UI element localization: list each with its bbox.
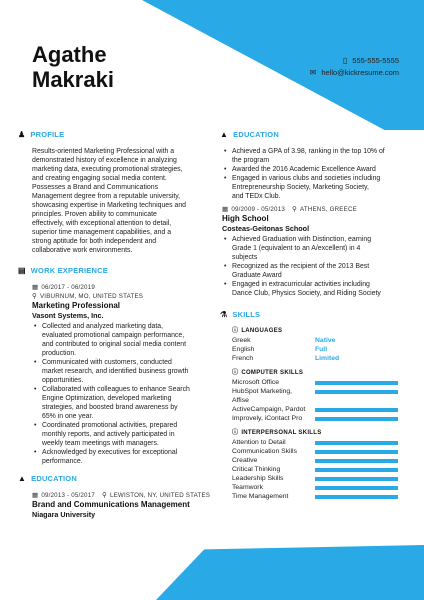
- bullet-line: opportunities.: [42, 377, 84, 384]
- edu-dates: 09/2013 - 05/2017: [41, 492, 95, 499]
- languages-icon: ⓘ: [232, 328, 239, 334]
- languages-title: LANGUAGES: [241, 328, 283, 334]
- envelope-icon: ✉: [309, 68, 317, 77]
- skill-level-bar: [315, 477, 398, 481]
- last-name: Makraki: [32, 67, 114, 92]
- work-dates: 06/2017 - 06/2019: [41, 284, 95, 291]
- language-row: [232, 354, 417, 363]
- graduation-cap-icon: ▲: [18, 474, 27, 483]
- language-level: Limited: [315, 355, 340, 362]
- profile-line: principles. Proven ability to communicate: [32, 211, 157, 218]
- hs-dates: 09/2009 - 05/2013: [231, 206, 285, 213]
- hs-degree: High School: [222, 214, 269, 223]
- profile-text: [32, 147, 217, 255]
- email-text[interactable]: hello@kickresume.com: [321, 68, 399, 77]
- language-row: [232, 336, 417, 345]
- list-item: [222, 262, 412, 280]
- bullet-line: performance.: [42, 458, 83, 465]
- language-level: Native: [315, 337, 336, 344]
- edu-school: Niagara University: [32, 510, 96, 519]
- bullet-line: market research, and identified business growth: [42, 368, 189, 375]
- hs-school: Costeas-Geitonas School: [222, 224, 310, 233]
- hs-bullets: [222, 235, 412, 298]
- skill-row: [232, 483, 417, 492]
- skill-name: Critical Thinking: [232, 466, 281, 473]
- list-item: [222, 165, 412, 174]
- person-icon: ♟: [18, 130, 26, 139]
- languages-block: [232, 327, 417, 363]
- work-bullets: [32, 322, 222, 466]
- list-item: [32, 448, 222, 466]
- bullet-line: Engine Optimization, developed marketing: [42, 395, 172, 402]
- list-item: [32, 385, 222, 421]
- edu-dates-row: [32, 491, 232, 500]
- bullet-line: and TEDx Club.: [232, 193, 281, 200]
- location-pin-icon: ⚲: [101, 492, 107, 499]
- languages-heading: [232, 327, 417, 336]
- bullet-line: Entrepreneurship Society, Marketing Society,: [232, 184, 369, 191]
- briefcase-icon: ▤: [18, 266, 26, 275]
- list-item: [32, 358, 222, 385]
- computer-icon: ⓘ: [232, 370, 239, 376]
- profile-line: Management degree from a reputable university,: [32, 193, 181, 200]
- education-entry-right: [222, 147, 412, 298]
- skill-row: [232, 387, 417, 396]
- skill-row: [232, 438, 417, 447]
- bullet-line: 65% in one year.: [42, 413, 94, 420]
- bullet-line: and contributed to original social media content: [42, 341, 187, 348]
- work-location-row: [32, 292, 222, 301]
- bullet-line: • Coordinated promotional activities, prepared: [42, 422, 178, 429]
- profile-line: and creating engaging social media content.: [32, 175, 167, 182]
- education-entry-left: [32, 491, 232, 519]
- skill-row: [232, 456, 417, 465]
- work-heading: [18, 266, 108, 275]
- first-name: Agathe: [32, 42, 107, 67]
- skill-row: [232, 447, 417, 456]
- skill-name: Attention to Detail: [232, 439, 286, 446]
- skill-name: Microsoft Office: [232, 379, 280, 386]
- skill-level-bar: [315, 486, 398, 490]
- language-level: Full: [315, 346, 328, 353]
- edu-degree: Brand and Communications Management: [32, 500, 190, 509]
- list-item: [222, 174, 412, 201]
- skill-level-bar: [315, 408, 398, 412]
- profile-line: showcasing expertise in Marketing techniques and: [32, 202, 186, 209]
- hs-location: ATHENS, GREECE: [299, 206, 357, 213]
- skills-title: SKILLS: [232, 310, 261, 319]
- interpersonal-skills-heading: [232, 429, 417, 438]
- skill-level-bar: [315, 459, 398, 463]
- language-name: Greek: [232, 337, 251, 344]
- list-item: [32, 421, 222, 448]
- computer-skills-heading: [232, 369, 417, 378]
- skill-row: [232, 396, 417, 405]
- skills-heading: [220, 310, 260, 319]
- bullet-line: the program: [232, 157, 270, 164]
- location-pin-icon: ⚲: [291, 206, 297, 213]
- calendar-icon: ▦: [32, 492, 39, 499]
- profile-line: demonstrated history of excellence in analyzing: [32, 157, 177, 164]
- interpersonal-skills-block: [232, 429, 417, 501]
- bullet-line: subjects: [232, 254, 258, 261]
- list-item: [222, 280, 412, 298]
- work-entry: [32, 283, 222, 466]
- education-title-right: EDUCATION: [233, 130, 279, 139]
- education-title-left: EDUCATION: [31, 474, 77, 483]
- phone-icon: ▯: [342, 56, 348, 65]
- profile-line: effectively, with exceptional attention to detail,: [32, 220, 172, 227]
- work-dates-row: [32, 283, 222, 292]
- skill-name: HubSpot Marketing,: [232, 388, 293, 395]
- skill-name: Affise: [232, 397, 249, 404]
- bullet-line: strategies, and boosted brand awareness by: [42, 404, 178, 411]
- bullet-line: weekly team meetings with managers.: [42, 440, 159, 447]
- bullet-line: production.: [42, 350, 77, 357]
- skill-level-bar: [315, 390, 398, 394]
- work-company: Vasont Systems, Inc.: [32, 311, 104, 320]
- decorative-bottom-shape: [156, 545, 424, 600]
- bullet-line: • Collaborated with colleagues to enhance Search: [42, 386, 190, 393]
- skill-level-bar: [315, 381, 398, 385]
- email-row: [310, 67, 399, 79]
- bullet-line: • Engaged in various clubs and societies including: [232, 175, 381, 182]
- profile-heading: [18, 130, 64, 139]
- skill-row: [232, 492, 417, 501]
- work-location: VIBURNUM, MO, UNITED STATES: [39, 293, 144, 300]
- calendar-icon: ▦: [32, 284, 39, 291]
- skill-row: [232, 465, 417, 474]
- computer-skills-block: [232, 369, 417, 423]
- interpersonal-icon: ⓘ: [232, 430, 239, 436]
- profile-line: Results-oriented Marketing Professional with a: [32, 148, 175, 155]
- profile-line: Possesses a Brand and Communications: [32, 184, 159, 191]
- list-item: [222, 147, 412, 165]
- edu-top-bullets: [222, 147, 412, 201]
- skill-row: [232, 414, 417, 423]
- education-heading-right: [220, 130, 279, 139]
- list-item: [222, 235, 412, 262]
- bullet-line: • Recognized as the recipient of the 2013 Best: [232, 263, 370, 270]
- bullet-line: evaluated promotional campaign performance,: [42, 332, 185, 339]
- work-title: WORK EXPERIENCE: [30, 266, 108, 275]
- skill-row: [232, 405, 417, 414]
- skill-row: [232, 378, 417, 387]
- edu-location: LEWISTON, NY, UNITED STATES: [109, 492, 211, 499]
- candidate-name: [32, 42, 114, 92]
- skill-name: Creative: [232, 457, 258, 464]
- bullet-line: • Acknowledged by executives for exceptional: [42, 449, 178, 456]
- language-row: [232, 345, 417, 354]
- language-name: French: [232, 355, 254, 362]
- bullet-line: • Engaged in extracurricular activities including: [232, 281, 370, 288]
- skill-level-bar: [315, 468, 398, 472]
- skill-row: [232, 474, 417, 483]
- interpersonal-skills-title: INTERPERSONAL SKILLS: [241, 430, 322, 436]
- work-role: Marketing Professional: [32, 301, 121, 310]
- education-heading-left: [18, 474, 77, 483]
- phone-row: [310, 55, 399, 67]
- list-item: [32, 322, 222, 358]
- bullet-line: Grade 1 (equivalent to an A/excellent) in 4: [232, 245, 361, 252]
- calendar-icon: ▦: [222, 206, 229, 213]
- skill-name: Improvely, iContact Pro: [232, 415, 303, 422]
- bullet-line: • Awarded the 2016 Academic Excellence Award: [232, 166, 376, 173]
- bullet-line: Dance Club, Physics Society, and Riding Society: [232, 290, 381, 297]
- hs-dates-row: [222, 205, 412, 214]
- bullet-line: • Communicated with customers, conducted: [42, 359, 172, 366]
- phone-text[interactable]: 555-555-5555: [352, 56, 399, 65]
- bullet-line: • Achieved Graduation with Distinction, earning: [232, 236, 372, 243]
- profile-line: strong aptitude for both independent and: [32, 238, 157, 245]
- skill-level-bar: [315, 450, 398, 454]
- profile-line: superior time management capabilities, and a: [32, 229, 172, 236]
- flask-icon: ⚗: [220, 310, 228, 319]
- skill-name: Time Management: [232, 493, 289, 500]
- skill-level-bar: [315, 441, 398, 445]
- contact-info: [310, 55, 399, 79]
- skill-name: Communication Skills: [232, 448, 297, 455]
- bullet-line: Graduate Award: [232, 272, 282, 279]
- graduation-cap-icon: ▲: [220, 130, 229, 139]
- profile-line: marketing data, executing promotional strategies,: [32, 166, 183, 173]
- location-pin-icon: ⚲: [32, 293, 37, 300]
- profile-title: PROFILE: [30, 130, 65, 139]
- bullet-line: • Achieved a GPA of 3.98, ranking in the top 10% of: [232, 148, 385, 155]
- skill-name: Teamwork: [232, 484, 263, 491]
- skill-level-bar: [315, 495, 398, 499]
- bullet-line: • Collected and analyzed marketing data,: [42, 323, 164, 330]
- skill-name: ActiveCampaign, Pardot: [232, 406, 306, 413]
- language-name: English: [232, 346, 255, 353]
- skill-level-bar: [315, 417, 398, 421]
- profile-line: collaborative work environments.: [32, 247, 133, 254]
- computer-skills-title: COMPUTER SKILLS: [241, 370, 304, 376]
- skill-name: Leadership Skills: [232, 475, 284, 482]
- bullet-line: monthly reports, and actively participated in: [42, 431, 175, 438]
